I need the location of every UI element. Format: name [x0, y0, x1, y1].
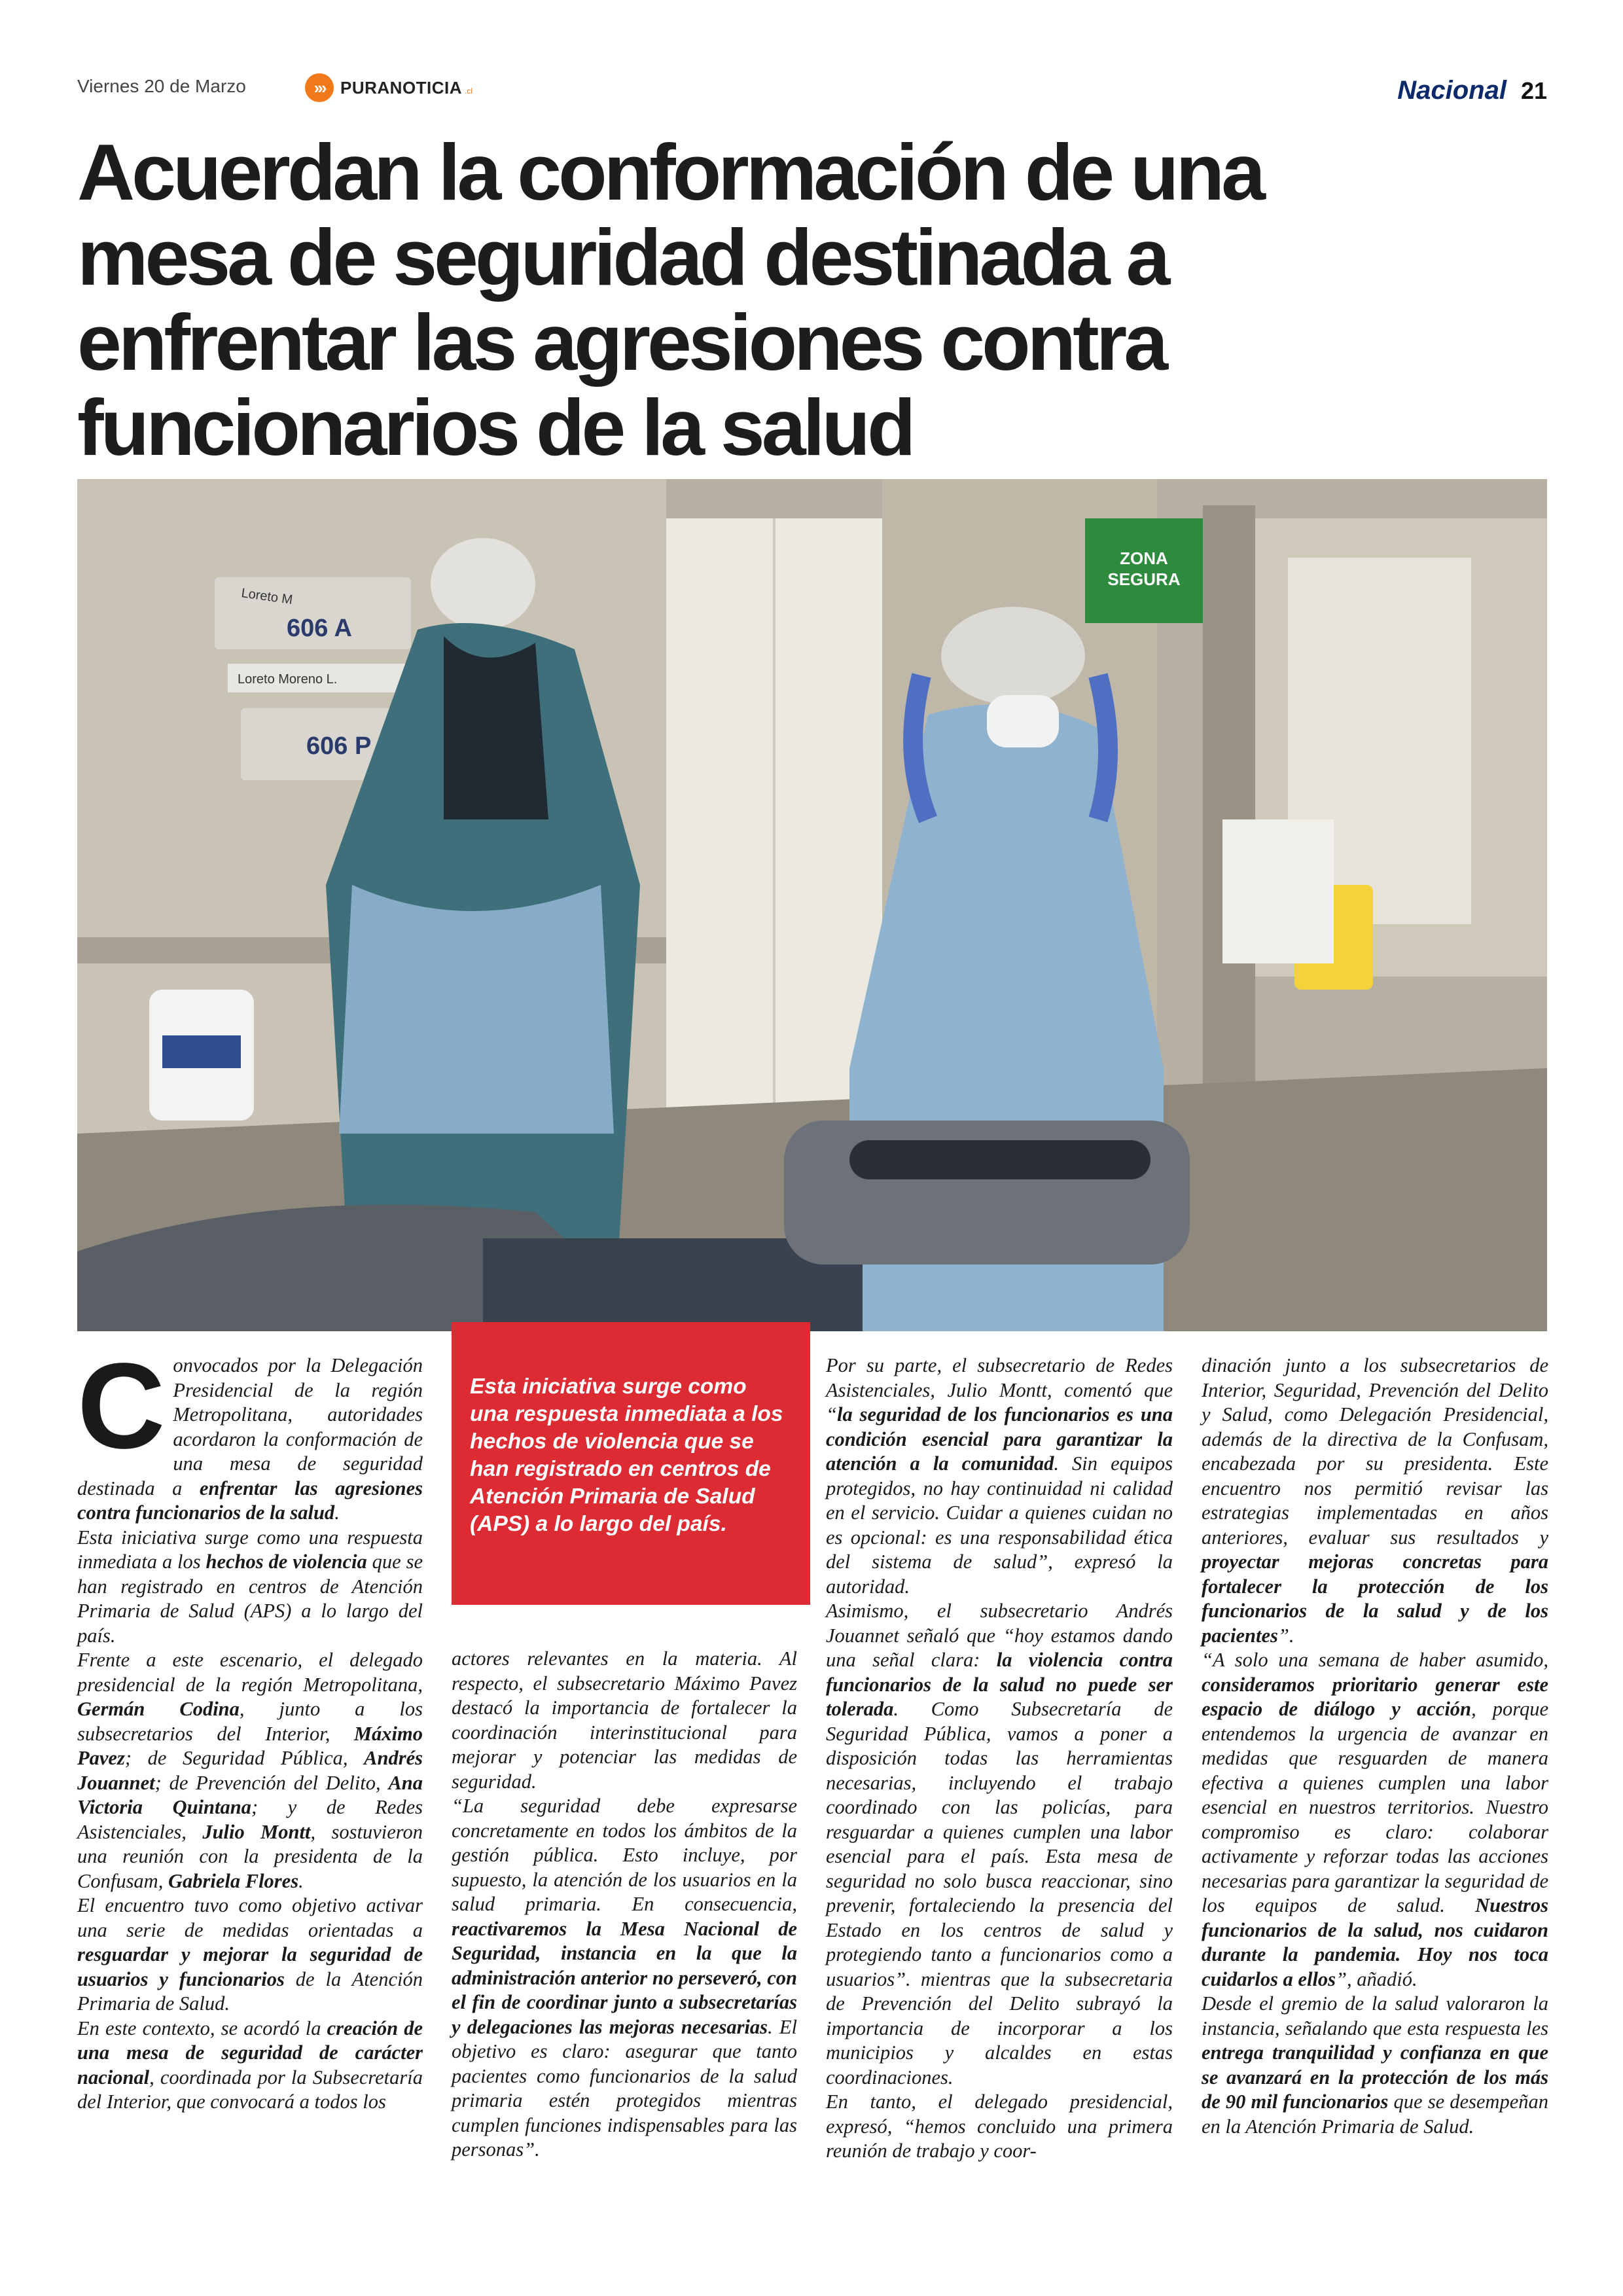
logo-text: PURANOTICIA	[340, 77, 463, 98]
text-run: El encuentro tuvo como objetivo activar una serie de medidas orientadas a	[77, 1894, 423, 1941]
text-run: “A solo una semana de haber asumido,	[1202, 1649, 1548, 1671]
article-column-3	[826, 1354, 1173, 2164]
zone-sign-line-2: SEGURA	[1107, 569, 1181, 589]
text-run: ; y de Redes Asistenciales,	[77, 1796, 423, 1843]
bold-text: consideramos prioritario generar este espacio de diálogo y acción	[1202, 1673, 1548, 1720]
text-run: actores relevantes en la materia. Al respecto, el subsecretario Máximo Pavez destacó la importancia de fortalecer la coordinación interinstitucional para mejorar y potenciar las medidas de seguridad.	[452, 1647, 797, 1793]
text-run: . Sin equipos protegidos, no hay continuidad ni calidad en el servicio. Cuidar a quienes cuidan no es opcional: es una responsabilidad ética del sistema de salud”, expresó la autoridad.	[826, 1452, 1173, 1598]
bold-text: Máximo Pavez	[77, 1722, 423, 1769]
article-column-4	[1202, 1354, 1548, 2139]
paragraph	[1202, 1648, 1548, 1992]
text-run: .	[334, 1501, 340, 1524]
headline-line-4: funcionarios de la salud	[77, 383, 913, 472]
text-run: , junto a los subsecretarios del Interior,	[77, 1698, 423, 1745]
text-run: onvocados por la Delegación Presidencial de la región Metropolitana, autoridades acordaron la conformación de una mesa de seguridad destinada a	[77, 1354, 423, 1499]
bold-text: creación de una mesa de seguridad de carácter nacional	[77, 2017, 423, 2089]
paragraph	[1202, 1992, 1548, 2139]
bold-text: la violencia contra funcionarios de la salud no puede ser tolerada	[826, 1649, 1173, 1720]
text-run: , porque entendemos la urgencia de avanzar en medidas que resguarden de manera efectiva a quienes cumplen una labor esencial en nuestros territorios. Nuestro compromiso es claro: colaborar activamente y reforzar todas las acciones necesarias para garantizar la seguridad de los equipos de salud.	[1202, 1698, 1548, 1916]
text-run: de la Atención Primaria de Salud.	[77, 1967, 423, 2015]
bold-text: Germán Codina	[77, 1698, 240, 1720]
paragraph	[77, 2017, 423, 2115]
door-sign-1: 606 A	[287, 615, 352, 642]
bold-text: proyectar mejoras concretas para fortalecer la protección de los funcionarios de la salud y de los pacientes	[1202, 1551, 1548, 1647]
paragraph	[452, 1794, 797, 2162]
text-run: Por su parte, el subsecretario de Redes Asistenciales, Julio Montt, comentó que “	[826, 1354, 1173, 1426]
text-run: . El objetivo es claro: asegurar que tanto pacientes como funcionarios de la salud primaria estén protegidos mientras cumplen funciones indispensables para las personas”.	[452, 2015, 797, 2161]
text-run: En tanto, el delegado presidencial, expresó, “hemos concluido una primera reunión de trabajo y coor-	[826, 2090, 1173, 2162]
paragraph	[452, 1647, 797, 1794]
name-label-2: Loreto Moreno L.	[238, 672, 338, 687]
bold-text: Nuestros funcionarios de la salud, nos cuidaron durante la pandemia. Hoy nos toca cuidarlos a ellos	[1202, 1894, 1548, 1990]
section-header	[1397, 76, 1547, 105]
text-run: Frente a este escenario, el delegado presidencial de la región Metropolitana,	[77, 1649, 423, 1696]
text-run: ; de Prevención del Delito,	[154, 1771, 389, 1794]
bold-text: entrega tranquilidad y confianza en que se avanzará en la protección de los más de 90 mil funcionarios	[1202, 2041, 1548, 2113]
text-run: .	[298, 1869, 304, 1892]
zone-sign-line-1: ZONA	[1120, 548, 1168, 568]
bold-text: hechos de violencia	[205, 1551, 367, 1573]
article-photo	[77, 479, 1547, 1331]
logo-arrows-icon: ›››	[305, 73, 334, 102]
bold-text: resguardar y mejorar la seguridad de usuarios y funcionarios	[77, 1943, 423, 1990]
door-sign-2: 606 P	[306, 732, 372, 760]
paragraph	[77, 1648, 423, 1893]
section-name: Nacional	[1397, 76, 1507, 105]
paragraph	[826, 2090, 1173, 2164]
headline-line-3: enfrentar las agresiones contra	[77, 298, 1166, 387]
paragraph	[826, 1599, 1173, 2090]
name-label-1: Loreto M	[240, 586, 294, 607]
text-run: . Como Subsecretaría de Seguridad Pública, vamos a poner a disposición todas las herramientas necesarias, incluyendo el trabajo coordinado con las policías, para resguardar a quienes cumplen una labor esencial para el país. Esta mesa de seguridad no solo busca reaccionar, sino prevenir, fortaleciendo la presencia del Estado en los centros de salud y protegiendo tanto a funcionarios como a usuarios”. mientras que la subsecretaria de Prevención del Delito subrayó la importancia de incorporar a los municipios y alcaldes en estas coordinaciones.	[826, 1698, 1173, 2089]
text-run: En este contexto, se acordó la	[77, 2017, 327, 2039]
issue-date: Viernes 20 de Marzo	[77, 76, 246, 96]
page-number: 21	[1520, 77, 1547, 104]
text-run: Desde el gremio de la salud valoraron la instancia, señalando que esta respuesta les	[1202, 1992, 1548, 2039]
text-run: que se desempeñan en la Atención Primaria de Salud.	[1202, 2090, 1548, 2138]
bold-text: Gabriela Flores	[168, 1869, 299, 1892]
text-run: ”.	[1277, 1624, 1294, 1647]
text-run: , coordinada por la Subsecretaría del Interior, que convocará a todos los	[77, 2066, 423, 2113]
text-run: Esta iniciativa surge como una respuesta inmediata a los	[77, 1526, 423, 1573]
text-run: “La seguridad debe expresarse concretamente en todos los ámbitos de la gestión pública. Esto incluye, por supuesto, la atención de los usuarios en la salud primaria. En consecuencia,	[452, 1795, 797, 1915]
bold-text: la seguridad de los funcionarios es una condición esencial para garantizar la atención a la comunidad	[826, 1403, 1173, 1475]
headline-line-1: Acuerdan la conformación de una	[77, 128, 1262, 217]
article-column-2	[452, 1647, 797, 2162]
paragraph	[77, 1893, 423, 2017]
text-run: Asimismo, el subsecretario Andrés Jouannet señaló que “hoy estamos dando una señal clara:	[826, 1600, 1173, 1671]
drop-cap: C	[77, 1338, 166, 1474]
headline	[77, 130, 1550, 470]
pull-quote: Esta iniciativa surge como una respuesta inmediata a los hechos de violencia que se han registrado en centros de Atención Primaria de Salud (APS) a lo largo del país.	[470, 1374, 783, 1536]
text-run: ; de Seguridad Pública,	[124, 1747, 365, 1769]
text-run: , sostuvieron una reunión con la presidenta de la Confusam,	[77, 1820, 423, 1892]
headline-line-2: mesa de seguridad destinada a	[77, 213, 1168, 302]
paragraph	[1202, 1354, 1548, 1648]
bold-text: Ana Victoria Quintana	[77, 1771, 423, 1818]
bold-text: Andrés Jouannet	[77, 1747, 423, 1794]
pull-quote-box	[452, 1322, 810, 1605]
text-run: que se han registrado en centros de Atención Primaria de Salud (APS) a lo largo del país.	[77, 1551, 423, 1647]
paragraph	[826, 1354, 1173, 1599]
text-run: dinación junto a los subsecretarios de Interior, Seguridad, Prevención del Delito y Salud, como Delegación Presidencial, además de la directiva de la Confusam, encabezada por su presidenta. Este encuentro nos permitió revisar las estrategias implementadas en años anteriores, evaluar sus resultados y	[1202, 1354, 1548, 1549]
logo-suffix: .cl	[465, 86, 473, 96]
article-column-1	[77, 1338, 423, 2115]
bold-text: enfrentar las agresiones contra funcionarios de la salud	[77, 1477, 423, 1524]
bold-text: reactivaremos la Mesa Nacional de Seguridad, instancia en la que la administración anterior no perseveró, con el fin de coordinar junto a subsecretarías y delegaciones las mejoras necesarias	[452, 1917, 797, 2038]
text-run: ”, añadió.	[1336, 1967, 1418, 1990]
paragraph	[77, 1526, 423, 1649]
publication-logo	[305, 73, 473, 102]
bold-text: Julio Montt	[202, 1820, 311, 1843]
